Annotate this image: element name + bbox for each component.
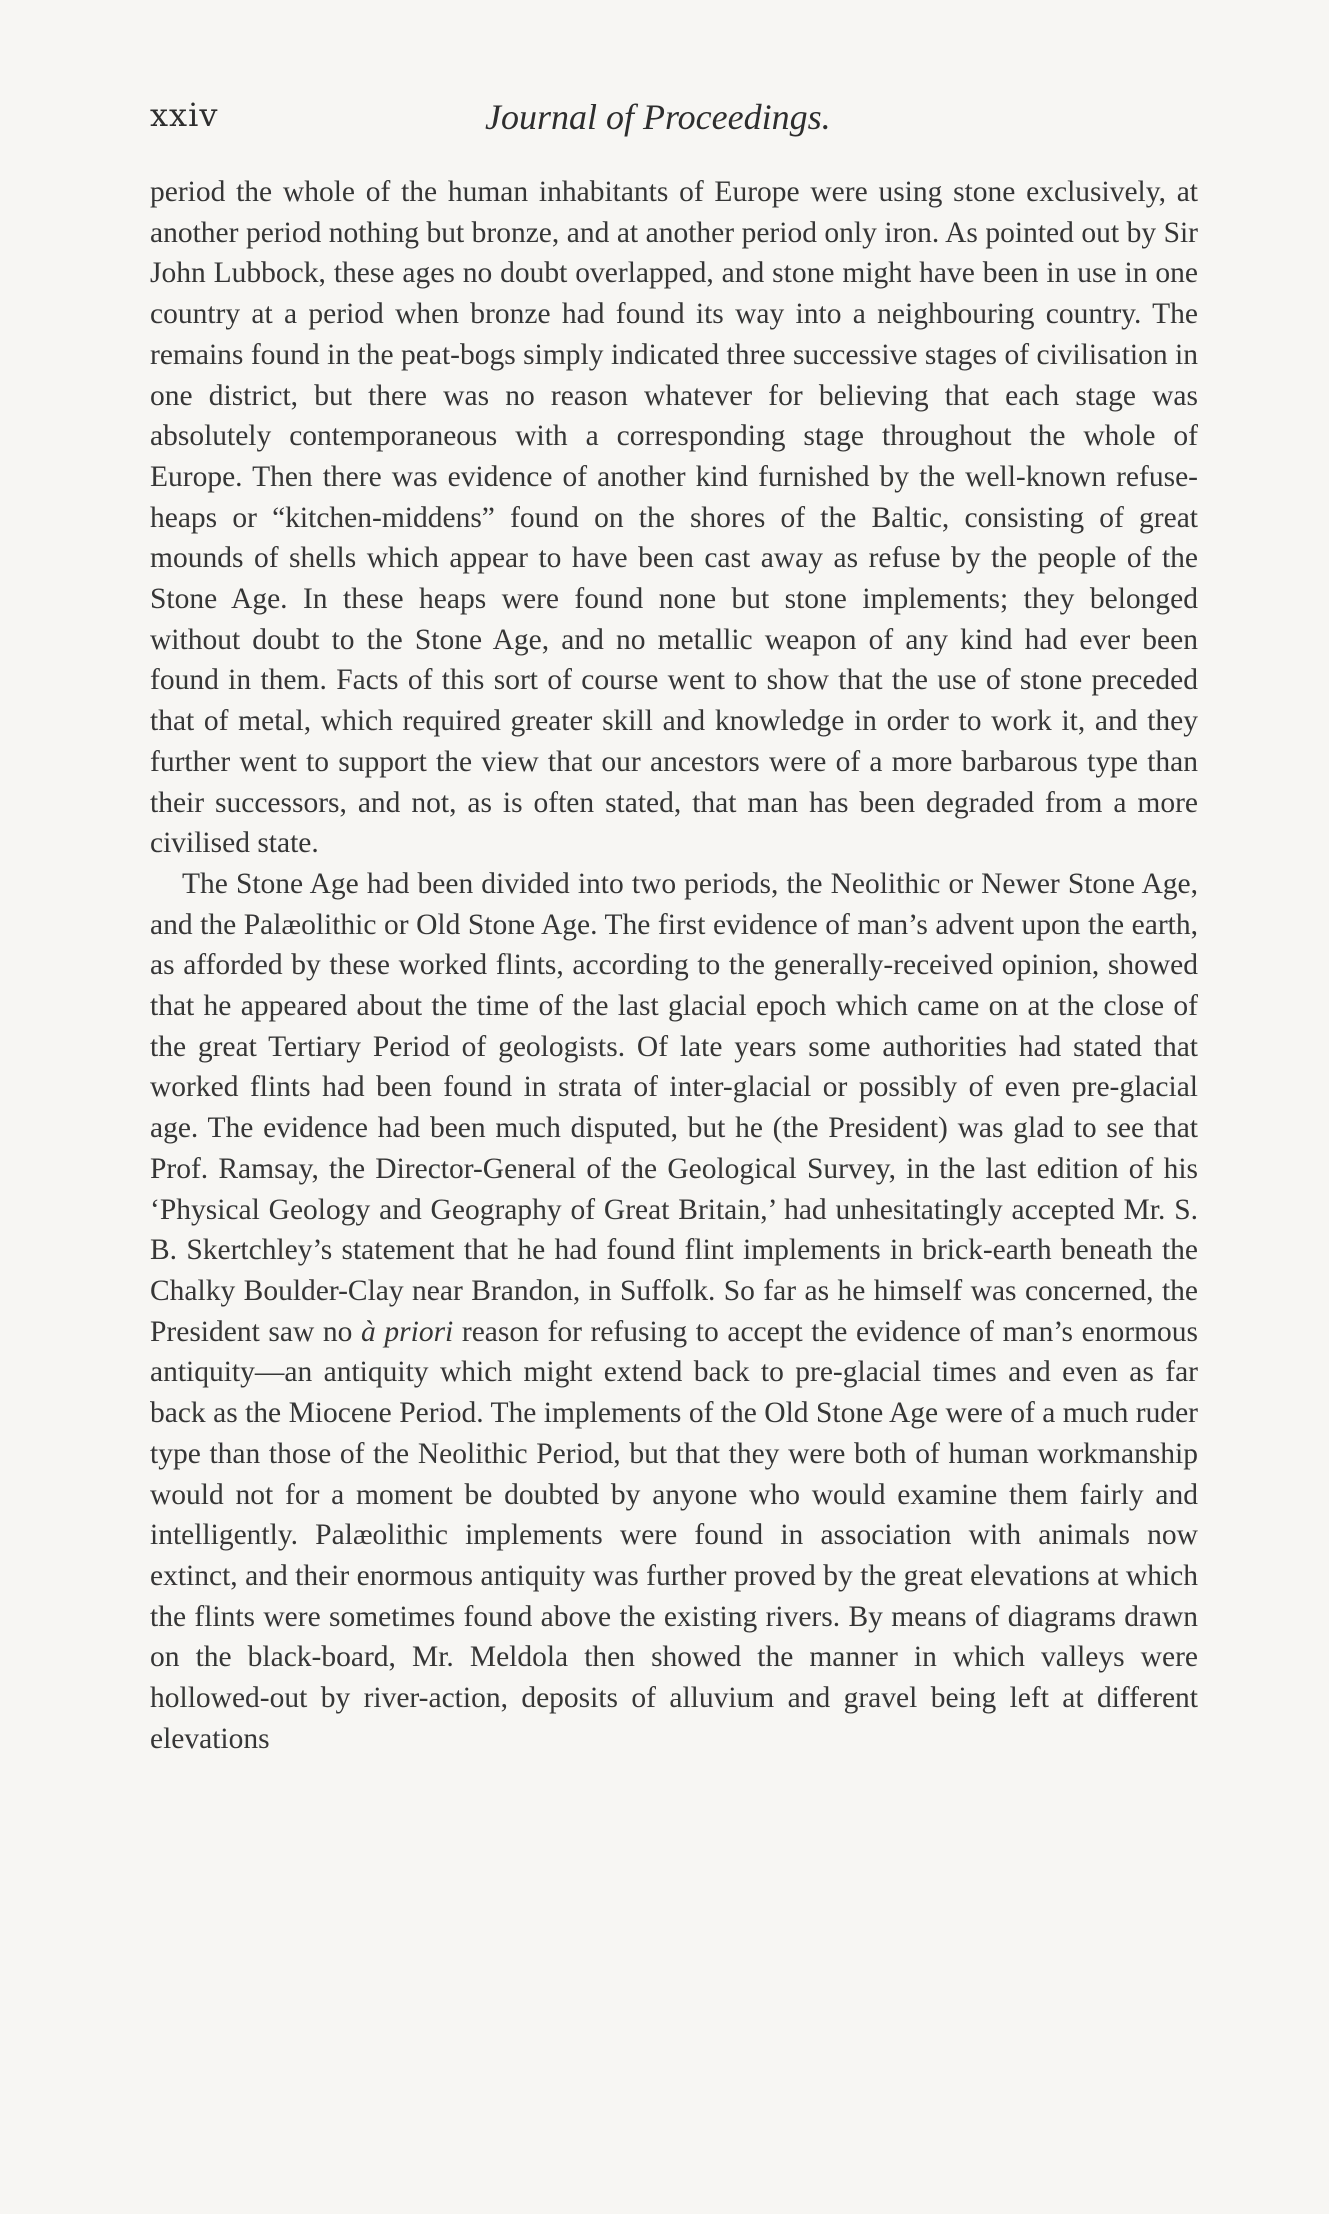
running-title: Journal of Proceedings. bbox=[485, 97, 831, 137]
paragraph-2 bbox=[150, 864, 1198, 1759]
paragraph-1-text: period the whole of the human inhabitants of Europe were using stone exclusively, at another period nothing but bronze, and at another period only iron. As pointed out by Sir John Lubbock, these ages no doubt overlapped, and stone might have been in use in one country at a period when bronze had found its way into a neighbouring country. The remains found in the peat-bogs simply indicated three successive stages of civilisation in one district, but there was no reason whatever for believing that each stage was absolutely contemporaneous with a corresponding stage throughout the whole of Europe. Then there was evidence of another kind furnished by the well-known refuse-heaps or “kitchen-middens” found on the shores of the Baltic, consisting of great mounds of shells which appear to have been cast away as refuse by the people of the Stone Age. In these heaps were found none but stone implements; they belonged without doubt to the Stone Age, and no metallic weapon of any kind had ever been found in them. Facts of this sort of course went to show that the use of stone preceded that of metal, which required greater skill and knowledge in order to work it, and they further went to support the view that our ancestors were of a more barbarous type than their successors, and not, as is often stated, that man has been degraded from a more civilised state. bbox=[150, 176, 1198, 860]
body-text bbox=[150, 172, 1198, 1759]
a-priori-italic: à priori bbox=[361, 1315, 454, 1348]
page-header bbox=[150, 96, 1196, 146]
paragraph-1 bbox=[150, 172, 1198, 864]
paragraph-2-text-a: The Stone Age had been divided into two periods, the Neolithic or Newer Stone Age, and the Palæolithic or Old Stone Age. The first evidence of man’s advent upon the earth, as afforded by these worked flints, according to the generally-received opinion, showed that he appeared about the time of the last glacial epoch which came on at the close of the great Tertiary Period of geologists. Of late years some authorities had stated that worked flints had been found in strata of inter-glacial or possibly of even pre-glacial age. The evidence had been much disputed, but he (the President) was glad to see that Prof. Ramsay, the Director-General of the Geological Survey, in the last edition of his ‘Physical Geology and Geography of Great Britain,’ had unhesitatingly accepted Mr. S. B. Skertchley’s statement that he had found flint implements in brick-earth beneath the Chalky Boulder-Clay near Brandon, in Suffolk. So far as he himself was concerned, the President saw no bbox=[150, 867, 1198, 1348]
page-number: xxiv bbox=[150, 96, 219, 134]
paragraph-2-text-b: reason for refusing to accept the evidence of man’s enormous antiquity—an antiquity which might extend back to pre-glacial times and even as far back as the Miocene Period. The implements of the Old Stone Age were of a much ruder type than those of the Neolithic Period, but that they were both of human workmanship would not for a moment be doubted by anyone who would examine them fairly and intelligently. Palæolithic implements were found in association with animals now extinct, and their enormous antiquity was further proved by the great elevations at which the flints were sometimes found above the existing rivers. By means of diagrams drawn on the black-board, Mr. Meldola then showed the manner in which valleys were hollowed-out by river-action, deposits of alluvium and gravel being left at different elevations bbox=[150, 1315, 1199, 1755]
